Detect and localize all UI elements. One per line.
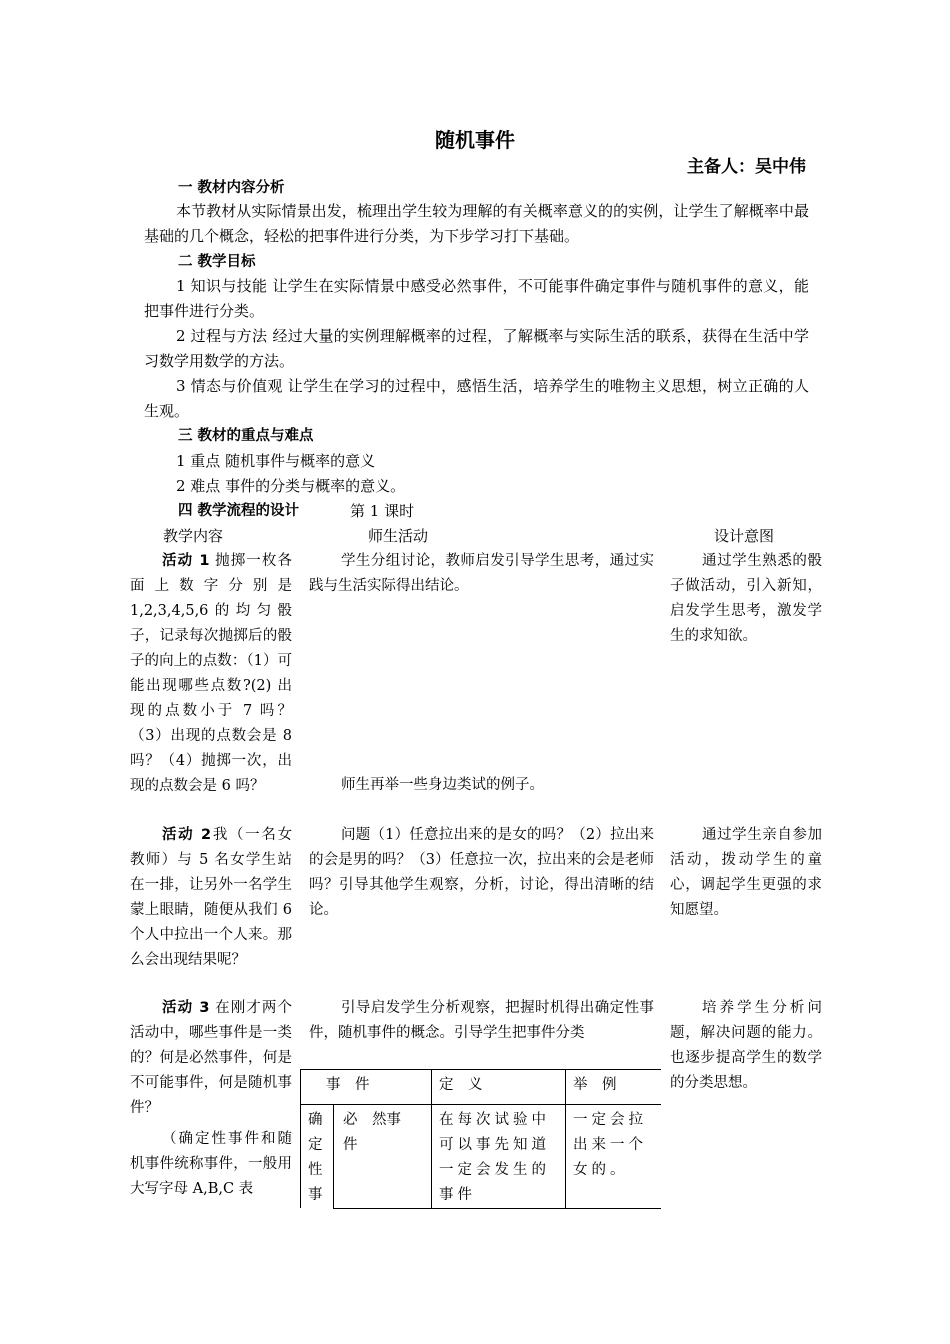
- inner-header-event: 事 件: [326, 1077, 370, 1093]
- section-2-paragraph-1: 1 知识与技能 让学生在实际情景中感受必然事件，不可能事件确定事件与随机事件的意义，能把事件进行分类。: [144, 277, 809, 320]
- row-2-intent: [670, 823, 822, 923]
- section-heading-1: 一 教材内容分析: [178, 180, 285, 196]
- section-2-paragraph-2: 2 过程与方法 经过大量的实例理解概率的过程，了解概率与实际生活的联系，获得在生活中学习数学用数学的方法。: [144, 327, 809, 370]
- author-line: 主备人：吴中伟: [687, 157, 806, 177]
- row-1-intent: [670, 549, 822, 649]
- row-3-intent-text: 培养学生分析问题，解决问题的能力。也逐步提高学生的数学的分类思想。: [670, 1000, 822, 1091]
- inner-table-bottom-border: [333, 1208, 661, 1209]
- row-1-content-text: 抛掷一枚各面上数字分别是1,2,3,4,5,6的均匀骰子，记录每次抛掷后的骰子的向上的点数：（1）可能出现哪些点数?(2) 出现的点数小于 7 吗？（3）出现的点数会是 8 吗？（4）抛掷一次，出现的点数会是 6 吗？: [130, 553, 292, 794]
- header-intent: 设计意图: [714, 527, 775, 545]
- row-1-activity-text: 学生分组讨论，教师启发引导学生思考，通过实践与生活实际得出结论。: [309, 553, 654, 594]
- inner-header-definition: 定 义: [439, 1077, 483, 1093]
- row-3-activity-text: 引导启发学生分析观察，把握时机得出确定性事件，随机事件的概念。引导学生把事件分类: [309, 1000, 654, 1041]
- inner-table-header-border: [300, 1104, 661, 1105]
- row-3-content-text: 在刚才两个活动中，哪些事件是一类的？何是必然事件，何是不可能事件，何是随机事件？: [130, 1000, 292, 1116]
- row-1-activity: [309, 549, 654, 599]
- row-1-activity-text-2: 师生再举一些身边类试的例子。: [341, 777, 544, 793]
- section-1-paragraph: 本节教材从实际情景出发，梳理出学生较为理解的有关概率意义的的实例，让学生了解概率中最基础的几个概念，轻松的把事件进行分类，为下步学习打下基础。: [144, 202, 809, 245]
- row-2-content-text: 我（一名女教师）与 5 名女学生站在一排，让另外一名学生蒙上眼睛，随便从我们 6 个人中拉出一个人来。那么会出现结果呢？: [130, 827, 293, 968]
- inner-table-divider-1: [431, 1069, 432, 1208]
- inner-table-top-border: [300, 1069, 661, 1070]
- row-1-label: 活动 1: [162, 553, 210, 569]
- row-3-label: 活动 3: [162, 1000, 210, 1016]
- section-heading-2: 二 教学目标: [178, 254, 256, 270]
- row-2-label: 活动 2: [162, 827, 212, 843]
- lesson-label: 第 1 课时: [350, 502, 415, 520]
- inner-type-label: 必 然事 件: [343, 1112, 416, 1153]
- section-2-paragraph-3: 3 情态与价值观 让学生在学习的过程中，感悟生活，培养学生的唯物主义思想，树立正确的人生观。: [144, 377, 809, 420]
- row-1-content: [130, 549, 292, 799]
- row-2-activity-text: 问题（1）任意拉出来的是女的吗？（2）拉出来的会是男的吗？（3）任意拉一次，拉出来的会是老师吗？引导其他学生观察，分析，讨论，得出清晰的结论。: [309, 827, 654, 918]
- document-title: 随机事件: [435, 128, 515, 152]
- row-3-activity: [309, 996, 654, 1046]
- row-1-intent-text: 通过学生熟悉的骰子做活动，引入新知，启发学生思考，激发学生的求知欲。: [670, 553, 822, 644]
- header-activity: 师生活动: [368, 527, 429, 545]
- inner-table-left-border: [300, 1069, 301, 1208]
- row-2-intent-text: 通过学生亲自参加活动，拨动学生的童心，调起学生更强的求知愿望。: [670, 827, 822, 918]
- section-heading-4: 四 教学流程的设计: [178, 503, 300, 519]
- row-1-activity-2: [309, 773, 654, 798]
- inner-example-text: 一定会拉出来一个女的。: [573, 1112, 647, 1178]
- row-3-content: [130, 996, 292, 1202]
- row-3-content-text-2: （确定性事件和随机事件统称事件，一般用大写字母 A,B,C 表: [130, 1131, 292, 1197]
- section-3-paragraph-1: 1 重点 随机事件与概率的意义: [176, 452, 376, 470]
- row-2-activity: [309, 823, 654, 923]
- header-content: 教学内容: [163, 527, 224, 545]
- section-3-paragraph-2: 2 难点 事件的分类与概率的意义。: [176, 477, 406, 495]
- inner-table-divider-2: [565, 1069, 566, 1208]
- row-2-content: [130, 823, 292, 973]
- inner-header-example: 举 例: [573, 1077, 617, 1093]
- inner-table-divider-group: [333, 1104, 334, 1208]
- row-3-intent: [670, 996, 822, 1096]
- inner-definition-text: 在每次试验中可以事先知道一定会发生的事件: [439, 1112, 550, 1203]
- inner-group-label: 确定性事: [308, 1112, 323, 1203]
- section-heading-3: 三 教材的重点与难点: [178, 428, 314, 444]
